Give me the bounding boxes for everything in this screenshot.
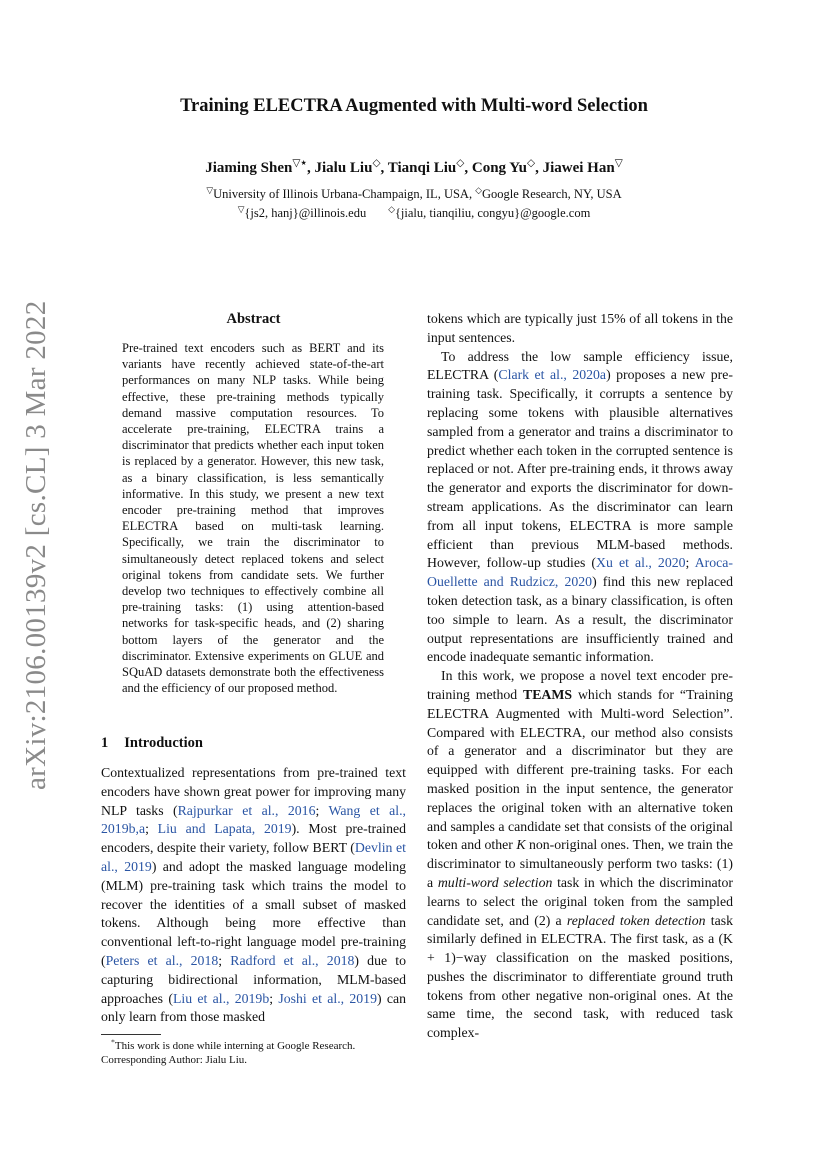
body-paragraph: tokens which are typically just 15% of all tokens in the input sentences. (427, 311, 733, 345)
arxiv-sidebar-stamp: arXiv:2106.00139v2 [cs.CL] 3 Mar 2022 (20, 300, 52, 790)
text-run: non-original ones. Then, we train the discriminator to simultaneously perform two tasks: (1) a (427, 837, 733, 890)
footnote (101, 1039, 406, 1067)
text-run: ). Most pre-trained encoders, despite their variety, follow BERT ( (101, 821, 406, 856)
text-run: In this work, we propose a novel text encoder pre-training method (427, 668, 733, 702)
math-symbol: K (516, 837, 526, 853)
affiliation-line (0, 184, 828, 202)
email-mark: ◇ (388, 203, 395, 214)
text-run: Contextualized representations from pre-trained text encoders have shown great power for improving many NLP tasks ( (101, 765, 406, 818)
intro-body (101, 764, 406, 1027)
section-number: 1 (101, 735, 109, 751)
author-mark: ◇ (456, 158, 465, 169)
footnote-rule (101, 1034, 161, 1035)
task-name: replaced token detection (566, 912, 706, 928)
footnote-text: This work is done while interning at Google Research. (114, 1040, 356, 1052)
author-name: Jiaming Shen (205, 160, 293, 176)
text-run: ) find this new replaced token detection task, as a binary classification, is often too simple to learn. As a result, the discriminator output representations are insufficiently trained and encode inadequate semantic information. (427, 574, 733, 665)
text-run: ; (269, 990, 279, 1006)
text-run: ; (218, 952, 231, 968)
text-run: ; (145, 821, 158, 837)
text-run: classification on the masked positions, pushes the discriminator to differentiate ground truth tokens from other negative non-original ones. At the same time, the second task, with reduced task complex- (427, 950, 733, 1041)
footnote-line (101, 1039, 406, 1053)
affil-text: University of Illinois Urbana-Champaign, IL, USA, (213, 187, 476, 201)
citation-link[interactable]: Peters et al., 2018 (105, 952, 219, 968)
author-name: Cong Yu (471, 160, 528, 176)
text-run: which stands for “Training ELECTRA Augmented with Multi-word Selection”. Compared with ELECTRA, our method also consists of a generator and a discriminator but they are equipped with different pre-training tasks. For each masked position in the input sentence, the generator replaces the original token with an alternative token and samples a candidate set that consists of the original token and other (427, 686, 733, 853)
email-mark: ▽ (237, 203, 245, 214)
text-run: ; (685, 555, 695, 571)
body-paragraph (427, 667, 733, 1043)
citation-link[interactable]: Rajpurkar et al., 2016 (177, 802, 316, 818)
email-group (388, 203, 591, 220)
email-line (0, 203, 828, 221)
text-run: ) and adopt the masked language modeling (MLM) pre-training task which trains the model to recover the identities of a small subset of masked tokens. Although being more effective than conventional left-to-right language model pre-training ( (101, 858, 407, 968)
citation-link[interactable]: Liu and Lapata, 2019 (157, 821, 292, 837)
text-run: ) due to capturing bidirectional information, MLM-based approaches ( (101, 952, 406, 1006)
author-mark: ▽ (614, 158, 623, 169)
footnote-line: Corresponding Author: Jialu Liu. (101, 1054, 248, 1066)
email-text: {jialu, tianqiliu, congyu}@google.com (394, 206, 591, 220)
abstract-body (122, 340, 384, 696)
email-text: {js2, hanj}@illinois.edu (244, 206, 367, 220)
abstract-text: Pre-trained text encoders such as BERT and its variants have recently achieved state-of-the-art performances on many NLP tasks. While being effective, these pre-training methods typically demand massive computation resources. To accelerate pre-training, ELECTRA trains a discriminator that predicts whether each input token is replaced by a generator. However, this new task, as a binary classification, is less semantically informative. In this study, we present a new text encoder pre-training method that improves ELECTRA based on multi-task learning. Specifically, we train the discriminator to simultaneously detect replaced tokens and select original tokens from candidate sets. We further develop two techniques to effectively combine all pre-training tasks: (1) using attention-based networks for task-specific heads, and (2) sharing bottom layers of the generator and the discriminator. Extensive experiments on GLUE and SQuAD datasets demonstrate both the effectiveness and the efficiency of our proposed method. (122, 341, 384, 696)
text-run: ) can only learn from those masked (101, 990, 406, 1025)
citation-link[interactable]: Radford et al., 2018 (230, 952, 355, 968)
author-mark: ◇ (527, 158, 536, 169)
math-expression: (K + 1)−way (427, 931, 733, 966)
affil-mark: ▽ (206, 184, 214, 195)
affil-mark: ◇ (475, 184, 482, 195)
author-name: Jialu Liu (314, 160, 373, 176)
citation-link[interactable]: Joshi et al., 2019 (278, 990, 377, 1006)
author-mark: ◇ (372, 158, 381, 169)
email-group (237, 203, 367, 220)
citation-link[interactable]: Devlin et al., 2019 (101, 840, 406, 874)
citation-link[interactable]: Liu et al., 2019b (172, 990, 270, 1006)
section-title: Introduction (124, 735, 203, 751)
author-list: Jiaming Shen▽⋆, Jialu Liu◇, Tianqi Liu◇, Cong Yu◇, Jiawei Han▽ (205, 158, 623, 176)
text-run: ) proposes a new pre-training task. Specifically, it corrupts a sentence by replacing some tokens with plausible alternatives sampled from a generator and trains a discriminator to predict whether each token in the corrupted sentence is replaced or not. After pre-training ends, it throws away the generator and exports the discriminator for down-stream applications. As the discriminator can learn from all input tokens, ELECTRA is more sample efficient than previous MLM-based methods. However, follow-up studies ( (427, 367, 733, 571)
task-name: multi-word selection (437, 874, 553, 890)
text-run: task in which the discriminator learns to select the original token from the sampled candidate set, and (2) a (427, 874, 733, 928)
method-name: TEAMS (523, 686, 573, 702)
text-run: To address the low sample efficiency issue, ELECTRA ( (427, 348, 733, 383)
footnote-mark: * (111, 1037, 115, 1047)
text-run: task similarly defined in ELECTRA. The first task, as a (427, 912, 733, 947)
section-heading (101, 735, 203, 752)
author-mark: ▽⋆ (292, 158, 307, 169)
citation-link[interactable]: Xu et al., 2020 (596, 555, 686, 571)
intro-paragraph (101, 764, 406, 1027)
right-column (427, 310, 733, 1043)
author-name: Jiawei Han (542, 160, 615, 176)
body-paragraph (427, 348, 733, 668)
citation-link[interactable]: Aroca-Ouellette and Rudzicz, 2020 (427, 555, 733, 590)
text-run: ; (315, 802, 329, 818)
affil-text: Google Research, NY, USA (481, 187, 622, 201)
paper-title: Training ELECTRA Augmented with Multi-word Selection (180, 96, 648, 116)
author-name: Tianqi Liu (387, 160, 457, 176)
citation-link[interactable]: Clark et al., 2020a (498, 367, 607, 383)
citation-link[interactable]: Wang et al., 2019b,a (101, 802, 406, 837)
abstract-heading: Abstract (226, 311, 281, 327)
